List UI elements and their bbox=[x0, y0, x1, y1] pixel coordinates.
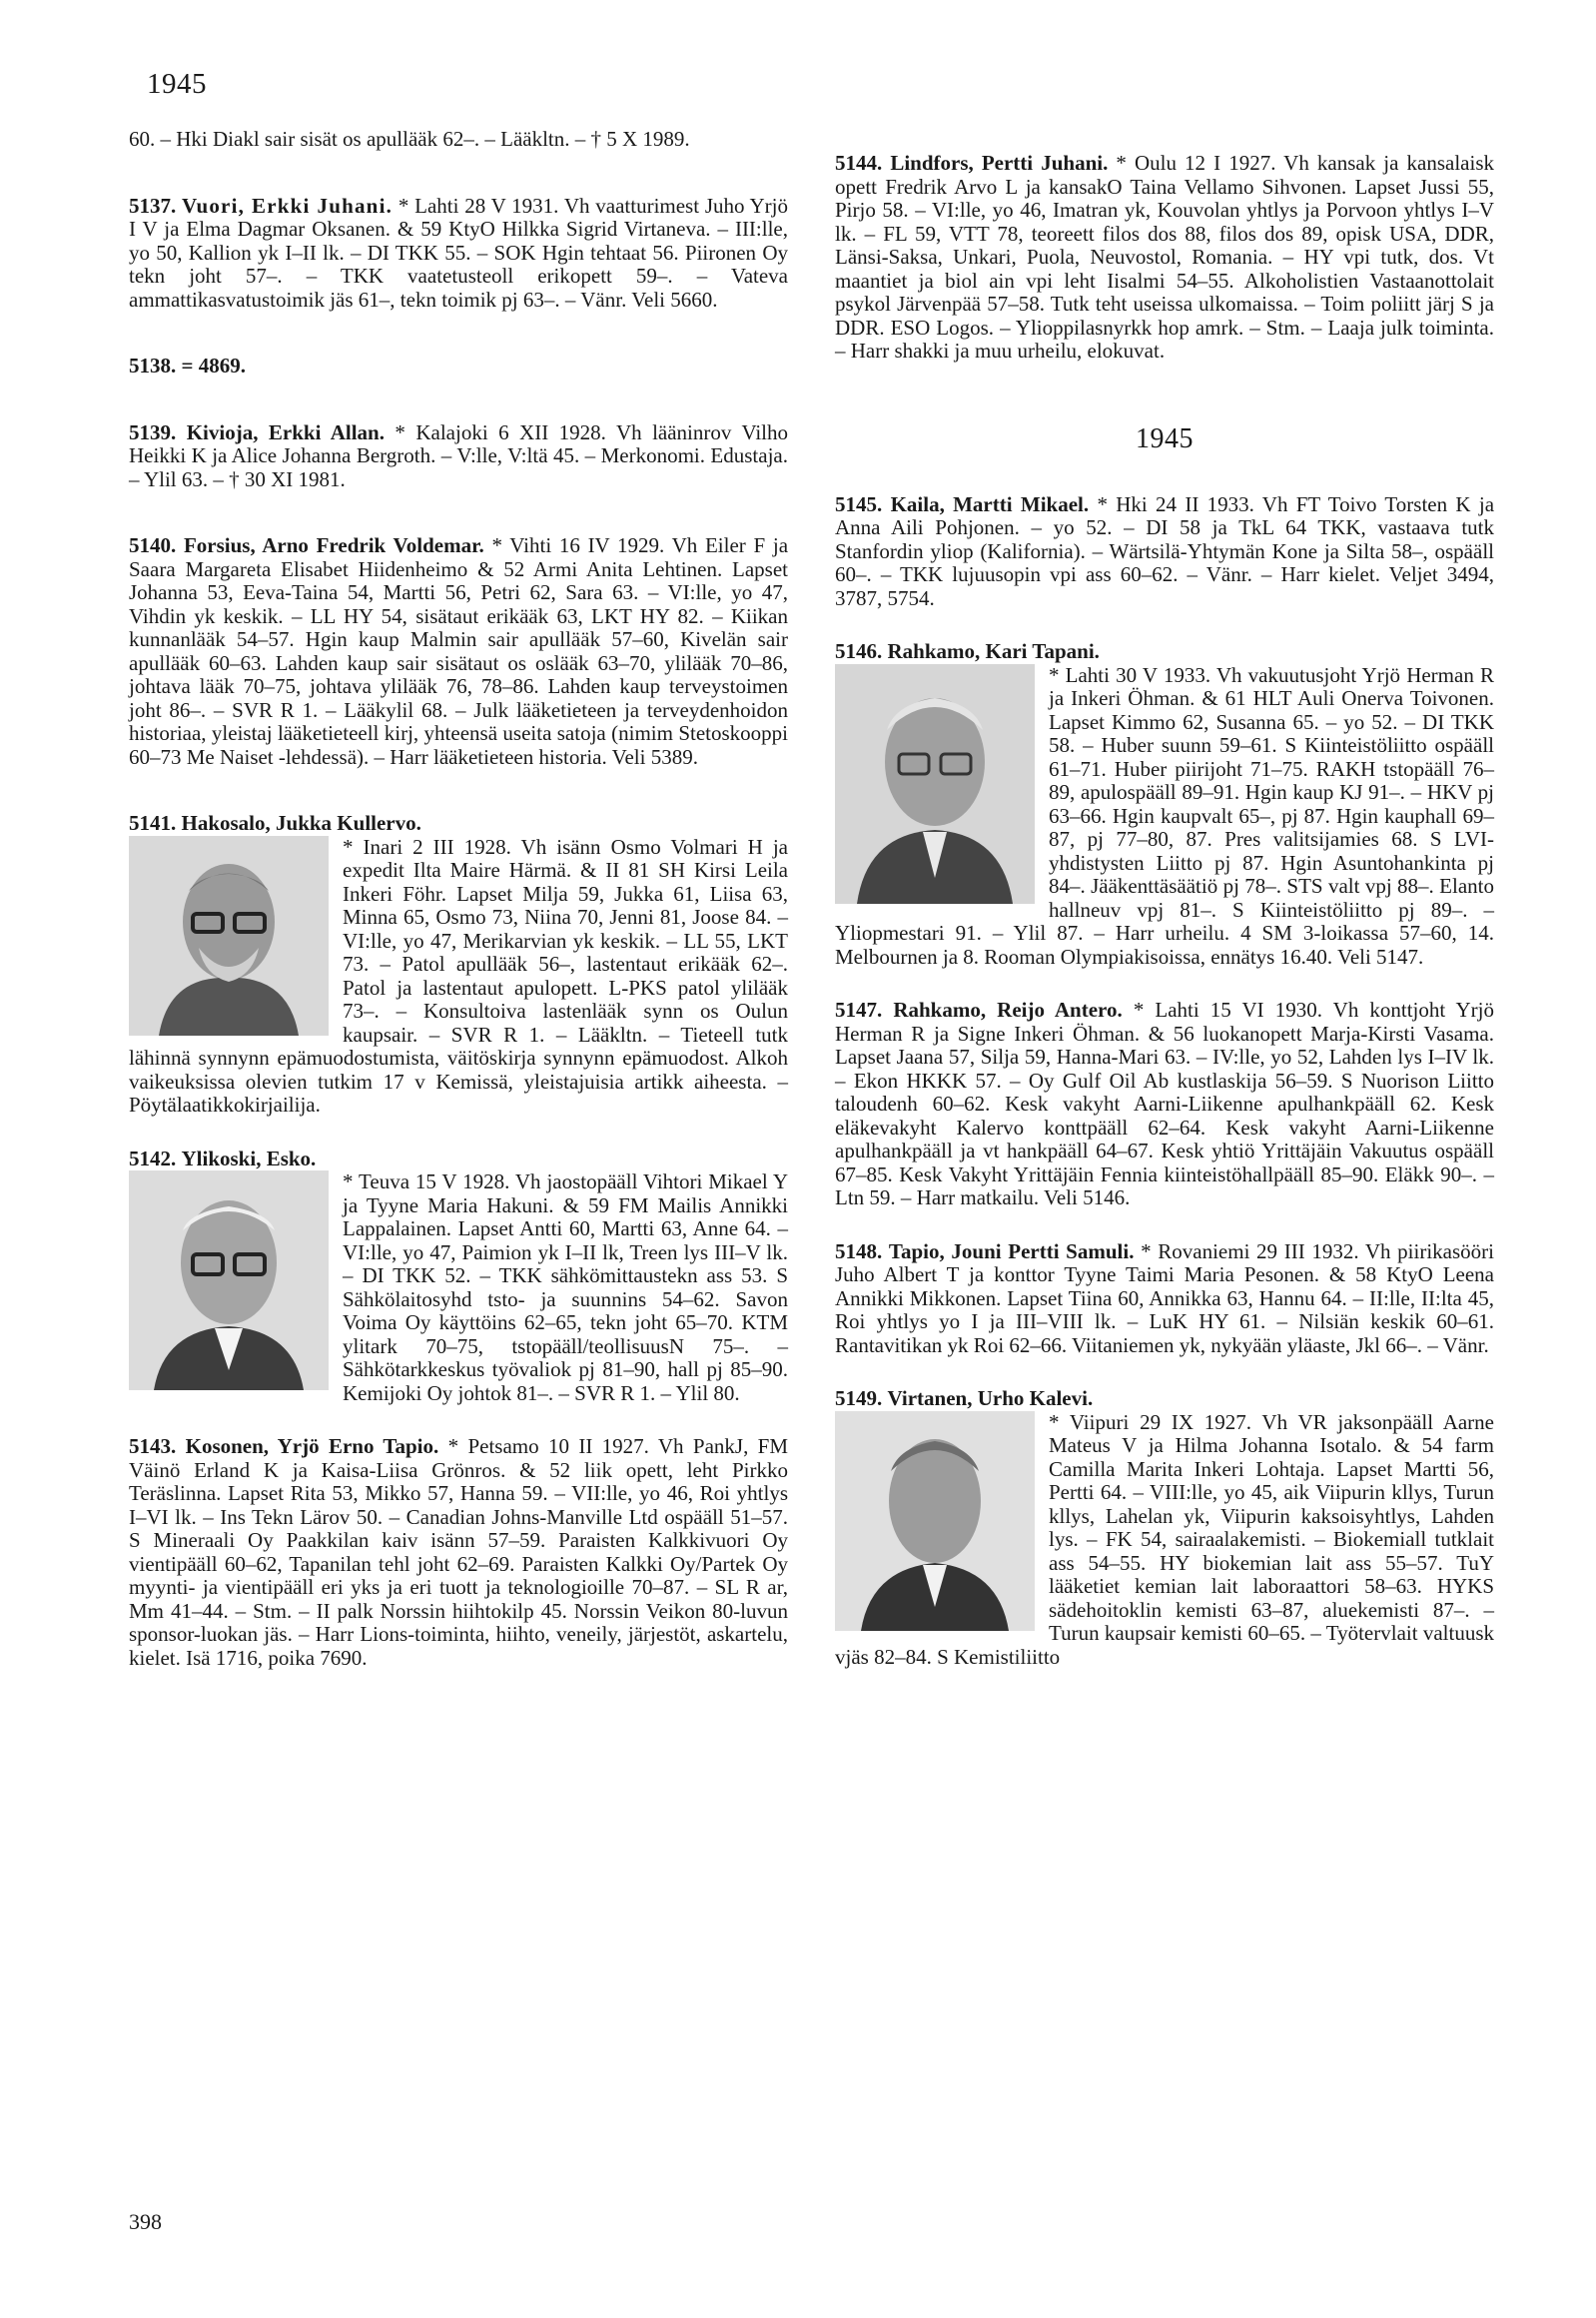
entry-text: * Teuva 15 V 1928. Vh jaostopääll Vihtori Mikael Y ja Tyyne Maria Hakuni. & 59 FM Mailis Annikki Lappalainen. Lapset Antti 60, Martti 63, Anne 64. – VI:lle, yo 47, Paimion yk I–II lk, Treen lys III–V lk. – DI TKK 52. – TKK sähkömittaustekn ass 53. S Sähkölaitosyhd tsto- ja suunnins 54–62. Savon Voima Oy käyttöins 62–65, tekn joht 65–70. KTM ylitark 70–75, tstopääll/teollisuusN 75–. – Sähkötarkkeskus työvaliok pj 81–90, hall pj 85–90. Kemijoki Oy johtok 81–. – SVR R 1. – Ylil 80. bbox=[343, 1169, 788, 1405]
entry-text: * Inari 2 III 1928. Vh isänn Osmo Volmari H ja expedit Ilta Maire Härmä. & II 81 SH Kirsi Leila Inkeri Föhr. Lapset Milja 59, Jukka 61, Liisa 63, Minna 65, Osmo 73, Niina 70, Jenni 81, Joose 84. – VI:lle, yo 47, Merikarvian yk keskik. – LL 55, LKT 73. – Patol apullääk 56–, lastentaut erikääk 62–. Patol ja lastentaut apulopett. L-PKS patol ylilääk 73–. – Konsultoiva lastenlääk synn os Oulun kaupsair. – SVR R 1. – Lääkltn. – Tieteell tutk lähinnä synnynn epämuodostumista, väitöskirja synnynn epämuodost. Alkoh vaikeuksissa olevien tutkim 17 v Kemissä, yleistajuisia artikk aiheesta. – Pöytälaatikkokirjailija. bbox=[129, 834, 788, 1117]
entry-name: Virtanen, Urho Kalevi. bbox=[887, 1386, 1094, 1410]
entry-5145 bbox=[835, 493, 1494, 611]
entry-name: Ylikoski, Esko. bbox=[181, 1146, 317, 1170]
entry-heading bbox=[129, 1148, 788, 1171]
entry-text: * Lahti 28 V 1931. Vh vaatturimest Juho Yrjö I V ja Elma Dagmar Oksanen. & 59 KtyO Hilkka Sigrid Virtaneva. – III:lle, yo 50, Kallion yk I–II lk. – DI TKK 55. – SOK Hgin tehtaat 56. Piironen Oy tekn joht 57–. – TKK vaatetusteoll erikopett 59–. – Vateva ammattikasvatustoimik jäs 61–, tekn toimik pj 63–. – Vänr. Veli 5660. bbox=[129, 193, 789, 312]
entry-number: 5147. bbox=[835, 998, 883, 1022]
entry-name: Kosonen, Yrjö Erno Tapio. bbox=[185, 1434, 439, 1458]
entry-5143 bbox=[129, 1435, 788, 1670]
right-column bbox=[835, 152, 1494, 1669]
entry-number: 5149. bbox=[835, 1386, 883, 1410]
entry-number: 5144. bbox=[835, 151, 883, 175]
entry-number: 5148. bbox=[835, 1238, 883, 1263]
entry-name: Tapio, Jouni Pertti Samuli. bbox=[888, 1238, 1135, 1263]
entry-5144 bbox=[835, 152, 1494, 364]
entry-name: Rahkamo, Reijo Antero. bbox=[893, 998, 1123, 1022]
entry-text: * Lahti 15 VI 1930. Vh konttjoht Yrjö Herman R ja Signe Inkeri Öhman. & 56 luokanopett Marja-Kirsti Vasama. Lapset Jaana 57, Silja 59, Hanna-Mari 63. – IV:lle, yo 52, Lahden lys I–IV lk. – Ekon HKKK 57. – Oy Gulf Oil Ab kustlaskija 56–59. S Nuorison Liitto taloudenh 60–62. Kesk vakyht Aarni-Liikenne apulhankpääll 62. Kesk eläkevakyht Kalervo konttpääll 62–64. Kesk vakyht Aarni-Liikenne apulhankpääll ja vt hankpääll 64–67. Kesk yhtiö Yrittäjäin Vakuutus ospääll 67–85. Kesk Vakyht Yrittäjäin Fennia kiinteistöhallpääll 85–90. Eläkk 90–. – Ltn 59. – Harr matkailu. Veli 5146. bbox=[835, 998, 1495, 1209]
entry-continuation bbox=[129, 128, 788, 152]
entry-5147 bbox=[835, 999, 1494, 1210]
entry-heading bbox=[129, 812, 788, 836]
entry-name: Hakosalo, Jukka Kullervo. bbox=[181, 811, 421, 835]
entry-5148 bbox=[835, 1240, 1494, 1358]
entry-number: 5142. bbox=[129, 1146, 177, 1170]
entry-text: * Petsamo 10 II 1927. Vh PankJ, FM Väinö Erland K ja Kaisa-Liisa Grönros. & 52 liik opett, leht Pirkko Teräslinna. Lapset Rita 53, Mikko 57, Hanna 59. – VII:lle, yo 46, Roi yhtlys I–VI lk. – Ins Tekn Lärov 50. – Canadian Johns-Manville Ltd ospääll 51–57. S Mineraali Oy Paakkilan kaiv isänn 57–59. Paraisten Kalkkivuori Oy vientipääll 60–62, Tapanilan tehl joht 62–69. Paraisten Kalkki Oy/Partek Oy myynti- ja vientipääll eri yks ja eri tuott ja teknologioille 70–87. – SL R ar, Mm 41–44. – Stm. – II palk Norssin hiihtokilp 45. Norssin Veikon 80-luvun sponsor-luokan jäs. – Harr Lions-toiminta, hiihto, veneily, järjestöt, askartelu, kielet. Isä 1716, poika 7690. bbox=[129, 1434, 789, 1670]
entry-heading bbox=[835, 1387, 1494, 1411]
entry-text: * Lahti 30 V 1933. Vh vakuutusjoht Yrjö Herman R ja Inkeri Öhman. & 61 HLT Auli Onerva Toivonen. Lapset Kimmo 62, Susanna 65. – yo 52. – DI TKK 58. – Huber suunn 59–61. S Kiinteistöliitto ospääll 61–71. Huber piirijoht 71–75. RAKH tstopääll 76–89, apulospääll 89–91. Hgin kaup KJ 91–. – HKV pj 63–66. Hgin kaupvalt 65–, pj 87. Hgin kauphall 69–87, pj 77–80, 87. Pres valitsijamies 68. S LVI-yhdistysten Liitto pj 87. Hgin Asuntohankinta pj 84–. Jääkenttäsäätiö pj 78–. STS valt vpj 88–. Elanto hallneuv vpj 81–. S Kiinteistöliitto pj 89–. – Yliopmestari 91. – Ylil 87. – Harr urheilu. 4 SM 3-loikassa 57–60, 14. Melbournen ja 8. Rooman Olympiakisoissa, ennätys 16.40. Veli 5147. bbox=[835, 662, 1494, 969]
entry-text: * Vihti 16 IV 1929. Vh Eiler F ja Saara Margareta Elisabet Hiidenheimo & 52 Armi Anita Lehtinen. Lapset Johanna 53, Eeva-Taina 54, Martti 56, Petri 62, Sara 63. – VI:lle, yo 47, Vihdin yk keskik. – LL HY 54, sisätaut erikääk 63, LKT HY 82. – Kiikan kunnanlääk 54–57. Hgin kaup Malmin sair apullääk 57–60, Kivelän sair apullääk 60–63. Lahden kaup sair sisätaut os oslääk 63–70, ylilääk 70–86, johtava lääk 70–75, johtava ylilääk 76, 78–86. Lahden kaup terveystoimen joht 86–. – SVR R 1. – Lääkylil 68. – Julk lääketieteen ja terveydenhoidon historiaa, yleistaj lääketieteell kirj, yhteensä useita satoja (nimim Stetoskooppi 60–73 Me Naiset -lehdessä). – Harr lääketieteen historia. Veli 5389. bbox=[129, 533, 789, 769]
entry-number: 5145. bbox=[835, 491, 883, 516]
entry-number: 5137. bbox=[129, 193, 177, 218]
entry-5140 bbox=[129, 534, 788, 769]
entry-text: * Kalajoki 6 XII 1928. Vh lääninrov Vilho Heikki K ja Alice Johanna Bergroth. – V:lle, V:ltä 45. – Merkonomi. Edustaja. – Ylil 63. – † 30 XI 1981. bbox=[129, 419, 789, 491]
entry-5149 bbox=[835, 1387, 1494, 1669]
entry-number: 5141. bbox=[129, 811, 177, 835]
entry-5142 bbox=[129, 1148, 788, 1406]
entry-name: Forsius, Arno Fredrik Voldemar. bbox=[183, 533, 484, 557]
entry-number: 5138. bbox=[129, 354, 177, 378]
entry-name: Lindfors, Pertti Juhani. bbox=[890, 151, 1109, 175]
entry-5138 bbox=[129, 355, 788, 379]
entry-text: 60. – Hki Diakl sair sisät os apullääk 62–. – Lääkltn. – † 5 X 1989. bbox=[129, 127, 690, 151]
entry-5141 bbox=[129, 812, 788, 1118]
left-column bbox=[129, 128, 788, 1670]
entry-heading bbox=[835, 640, 1494, 664]
entry-reference: = 4869. bbox=[181, 354, 246, 378]
entry-name: Rahkamo, Kari Tapani. bbox=[887, 639, 1100, 663]
entry-text: * Viipuri 29 IX 1927. Vh VR jaksonpääll Aarne Mateus V ja Hilma Johanna Isotalo. & 54 farm Camilla Marita Inkeri Lohtaja. Lapset Martti 56, Pertti 64. – VIII:lle, yo 45, aik Viipurin kllys, Turun kllys, Lahelan yk, Viipurin kaksoisyhtlys, Lahden lys. – FK 54, sairaalakemisti. – Biokemiall tutklait ass 54–55. HY biokemian lait ass 55–57. TuY lääketiet kemian lait laboraattori 58–63. HYKS sädehoitoklin kemisti 63–87, aluekemisti 87–. – Turun kaupsair kemisti 60–65. – Työtervlait valtuusk vjäs 82–84. S Kemistiliitto bbox=[835, 1409, 1494, 1669]
entry-number: 5146. bbox=[835, 639, 883, 663]
entry-number: 5139. bbox=[129, 419, 177, 444]
entry-name: Vuori, Erkki Juhani. bbox=[182, 193, 394, 218]
entry-number: 5143. bbox=[129, 1434, 177, 1458]
portrait-photo bbox=[129, 836, 329, 1036]
page-number: 398 bbox=[129, 2209, 162, 2234]
entry-5137 bbox=[129, 195, 788, 313]
entry-text: * Hki 24 II 1933. Vh FT Toivo Torsten K ja Anna Aili Pohjonen. – yo 52. – DI 58 ja TkL 64 TKK, vastaava tutk Stanfordin yliop (Kalifornia). – Wärtsilä-Yhtymän Kone ja Silta 58–, ospääll 60–. – TKK lujuusopin vpi ass 60–62. – Vänr. – Harr kielet. Veljet 3494, 3787, 5754. bbox=[835, 491, 1495, 610]
entry-name: Kivioja, Erkki Allan. bbox=[186, 419, 385, 444]
entry-5139 bbox=[129, 421, 788, 492]
entry-5146 bbox=[835, 640, 1494, 969]
page-year-header: 1945 bbox=[147, 68, 207, 100]
portrait-photo bbox=[835, 664, 1035, 904]
section-year-heading: 1945 bbox=[1136, 422, 1194, 454]
entry-text: * Rovaniemi 29 III 1932. Vh piirikasööri Juho Albert T ja konttor Tyyne Taimi Maria Pesonen. & 58 KtyO Leena Annikki Mikkonen. Lapset Tiina 60, Annikka 63, Hannu 64. – II:lle, II:lta 45, Roi yhtlys yo I ja III–VIII lk. – LuK HY 61. – Nilsiän keskik 60–61. Rantavitikan yk Roi 62–66. Viitaniemen yk, nykyään yläaste, Jkl 66–. – Vänr. bbox=[835, 1238, 1494, 1357]
entry-name: Kaila, Martti Mikael. bbox=[890, 491, 1090, 516]
portrait-photo bbox=[129, 1170, 329, 1390]
entry-number: 5140. bbox=[129, 533, 177, 557]
portrait-photo bbox=[835, 1411, 1035, 1631]
entry-text: * Oulu 12 I 1927. Vh kansak ja kansalaisk opett Fredrik Arvo L ja kansakO Taina Vellamo Sihvonen. Lapset Jussi 55, Pirjo 58. – VI:lle, yo 46, Imatran yk, Kouvolan yhtlys ja Porvoon yhtlys I–V lk. – FL 59, VTT 78, teoreett filos dos 88, filos dos 89, opisk USA, DDR, Länsi-Saksa, Unkari, Puola, Neuvostol, Romania. – HY vpi tutk, dos. Vt maantiet ja biol ain vpi leht Iisalmi 54–55. Alkoholistien Vastaanottolait psykol Järvenpää 57–58. Tutk teht useissa ulkomaissa. – Toim poliitt järj S ja DDR. ESO Logos. – Ylioppilasnyrkk hop amrk. – Stm. – Laaja julk toiminta. – Harr shakki ja muu urheilu, elokuvat. bbox=[835, 151, 1494, 363]
